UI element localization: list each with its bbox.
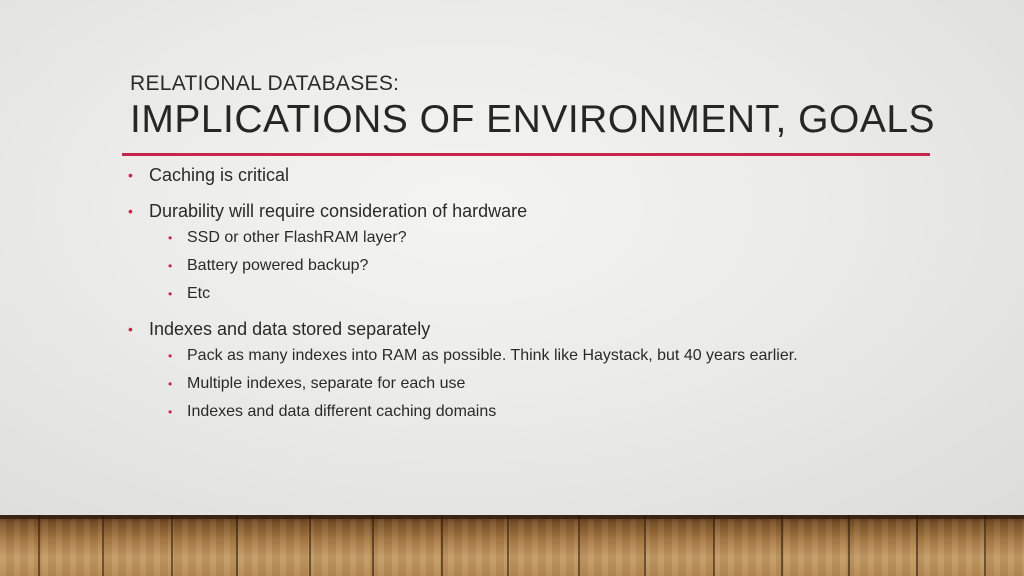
sub-bullet-item <box>127 224 987 252</box>
bullet-dot-icon: • <box>168 231 173 245</box>
bullet-item <box>127 198 987 224</box>
floor-plank-seam <box>171 515 173 576</box>
floor-plank-seam <box>236 515 238 576</box>
floor-plank-seam <box>309 515 311 576</box>
sub-bullet-text: Indexes and data different caching domains <box>187 403 497 420</box>
floor-plank-seam <box>848 515 850 576</box>
floor-plank-seam <box>507 515 509 576</box>
bullet-dot-icon: • <box>168 349 173 363</box>
sub-bullet-text: Pack as many indexes into RAM as possible. Think like Haystack, but 40 years earlier. <box>187 347 798 364</box>
wood-floor-decoration <box>0 515 1024 576</box>
slide-title: IMPLICATIONS OF ENVIRONMENT, GOALS <box>130 98 936 141</box>
floor-plank-seam <box>38 515 40 576</box>
bullet-item <box>127 162 987 188</box>
floor-plank-seam <box>102 515 104 576</box>
sub-bullet-item <box>127 252 987 280</box>
sub-bullet-item <box>127 280 987 308</box>
bullet-text: Durability will require consideration of hardware <box>149 201 528 221</box>
sub-bullet-item <box>127 370 987 398</box>
bullet-dot-icon: • <box>168 377 173 391</box>
floor-plank-seam <box>916 515 918 576</box>
sub-bullet-text: Etc <box>187 285 211 302</box>
floor-plank-seam <box>713 515 715 576</box>
slide-title-block <box>130 71 936 143</box>
sub-bullet-text: Multiple indexes, separate for each use <box>187 375 466 392</box>
floor-plank-seam <box>441 515 443 576</box>
bullet-item <box>127 316 987 342</box>
slide-bullet-list <box>127 162 987 426</box>
floor-plank-seam <box>372 515 374 576</box>
bullet-text: Caching is critical <box>149 165 290 185</box>
sub-bullet-item <box>127 342 987 370</box>
bullet-dot-icon: • <box>168 405 173 419</box>
sub-bullet-item <box>127 398 987 426</box>
bullet-dot-icon: • <box>128 167 133 183</box>
floor-baseboard-shadow <box>0 515 1024 519</box>
floor-grain <box>0 515 1024 576</box>
bullet-dot-icon: • <box>128 321 133 337</box>
sub-bullet-text: Battery powered backup? <box>187 257 369 274</box>
bullet-dot-icon: • <box>168 287 173 301</box>
title-divider <box>122 153 930 156</box>
floor-plank-seam <box>578 515 580 576</box>
sub-bullet-text: SSD or other FlashRAM layer? <box>187 229 407 246</box>
floor-plank-seam <box>781 515 783 576</box>
floor-plank-seam <box>984 515 986 576</box>
slide-subtitle: RELATIONAL DATABASES: <box>130 72 400 95</box>
bullet-text: Indexes and data stored separately <box>149 319 431 339</box>
floor-plank-seam <box>644 515 646 576</box>
bullet-dot-icon: • <box>168 259 173 273</box>
bullet-dot-icon: • <box>128 203 133 219</box>
